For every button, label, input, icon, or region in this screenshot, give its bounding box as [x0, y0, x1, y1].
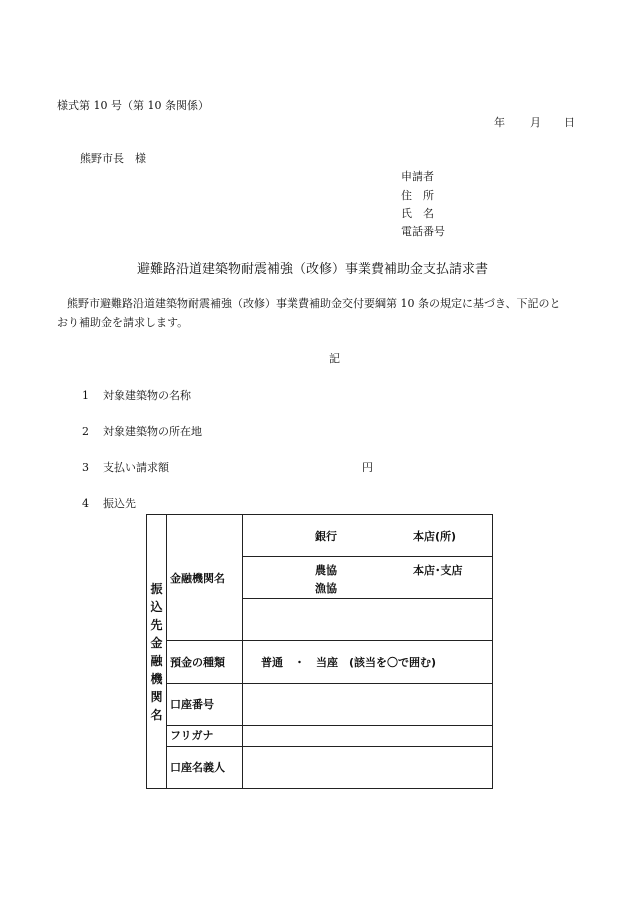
deposit-type-value: 普通 ・ 当座 (該当を〇で囲む) — [261, 656, 437, 669]
item-2-number: 2 — [82, 425, 89, 438]
date-month: 月 — [530, 116, 541, 129]
table-divider — [166, 725, 493, 726]
table-divider — [166, 640, 493, 641]
item-3-yen: 円 — [362, 461, 373, 474]
body-line-1: 熊野市避難路沿道建築物耐震補強（改修）事業費補助金交付要綱第 10 条の規定に基づき、下記のと — [67, 297, 561, 310]
table-divider — [242, 598, 493, 599]
applicant-label: 申請者 — [401, 170, 434, 183]
table-divider — [166, 683, 493, 684]
addressee: 熊野市長 様 — [80, 152, 146, 165]
main-branch-label: 本店(所) — [413, 530, 457, 543]
deposit-type-label: 預金の種類 — [170, 656, 225, 669]
item-4-number: 4 — [82, 497, 89, 510]
item-2-label: 対象建築物の所在地 — [103, 425, 202, 438]
item-3-label: 支払い請求額 — [103, 461, 169, 474]
form-number: 様式第 10 号（第 10 条関係） — [57, 99, 209, 112]
vertical-char: 振 — [150, 581, 163, 596]
account-holder-label: 口座名義人 — [170, 761, 225, 774]
main-sub-branch-label: 本店･支店 — [413, 564, 463, 577]
body-line-2: おり補助金を請求します。 — [57, 316, 189, 329]
vertical-char: 込 — [150, 599, 163, 614]
bank-label: 銀行 — [315, 530, 337, 543]
ki-label: 記 — [329, 352, 340, 365]
item-4-label: 振込先 — [103, 497, 136, 510]
financial-institution-label: 金融機関名 — [170, 572, 225, 585]
item-3-number: 3 — [82, 461, 89, 474]
document-title: 避難路沿道建築物耐震補強（改修）事業費補助金支払請求書 — [137, 262, 489, 277]
applicant-phone: 電話番号 — [401, 225, 445, 238]
furigana-label: フリガナ — [170, 729, 214, 742]
date-year: 年 — [494, 116, 505, 129]
vertical-char: 先 — [150, 617, 163, 632]
applicant-name: 氏 名 — [401, 207, 434, 220]
vertical-char: 機 — [150, 671, 163, 686]
item-1-label: 対象建築物の名称 — [103, 389, 191, 402]
vertical-char: 関 — [150, 689, 163, 704]
account-number-label: 口座番号 — [170, 698, 214, 711]
gyokyo-label: 漁協 — [315, 582, 337, 595]
vertical-char: 名 — [150, 707, 163, 722]
nokyo-label: 農協 — [315, 564, 337, 577]
table-divider — [242, 556, 493, 557]
vertical-char: 金 — [150, 635, 163, 650]
date-day: 日 — [564, 116, 575, 129]
table-divider — [166, 746, 493, 747]
item-1-number: 1 — [82, 389, 89, 402]
applicant-address: 住 所 — [401, 189, 434, 202]
vertical-char: 融 — [150, 653, 163, 668]
vertical-header — [146, 514, 167, 789]
